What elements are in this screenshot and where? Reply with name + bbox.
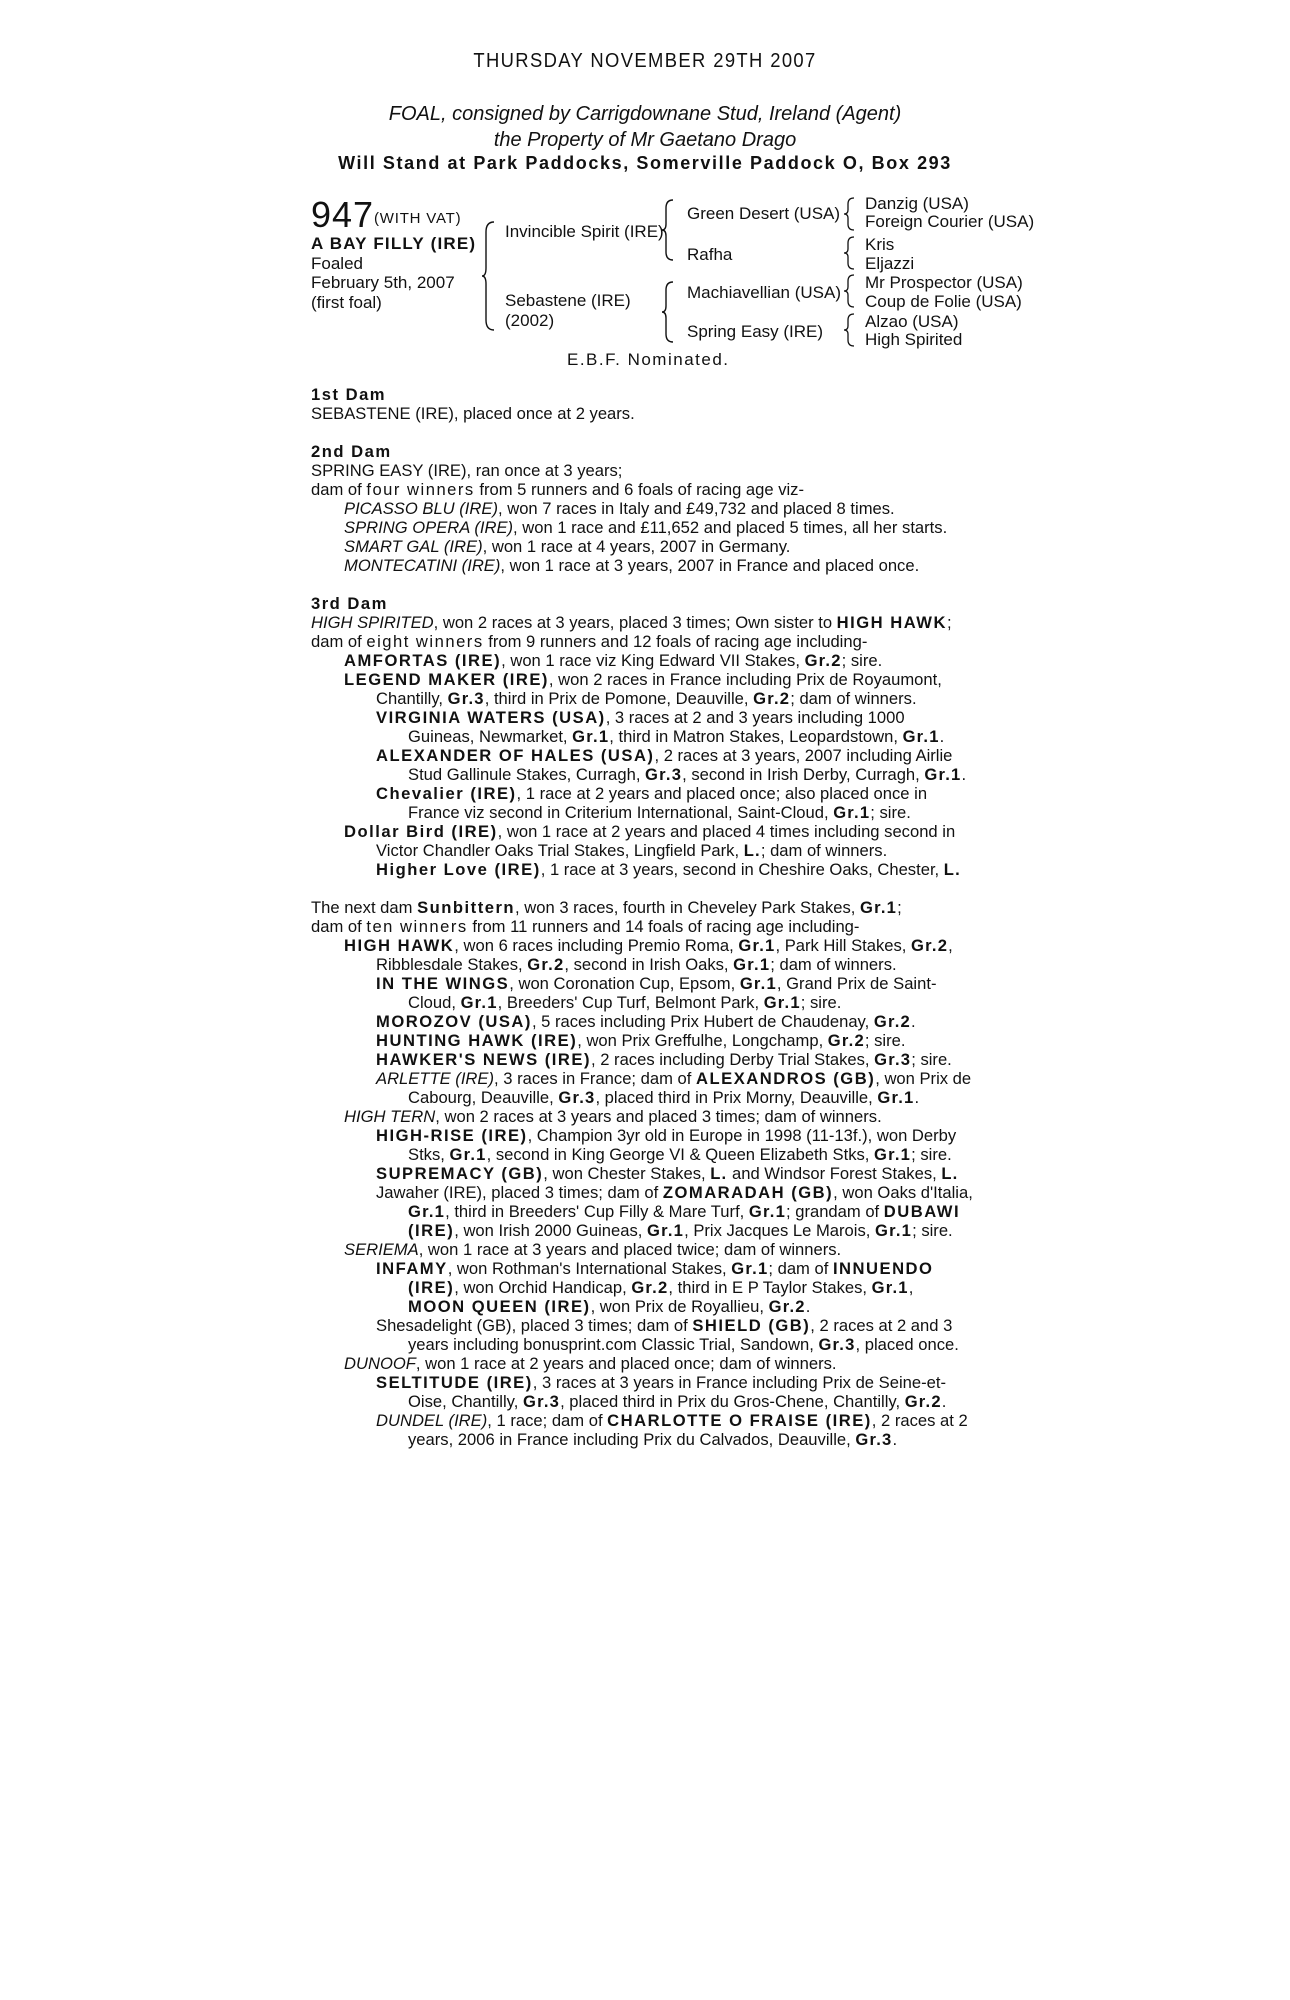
next-dam-summary: dam of ten winners from 11 runners and 14 foals of racing age including-	[311, 917, 860, 936]
third-dam-summary: dam of eight winners from 9 runners and 12 foals of racing age including-	[311, 632, 868, 651]
list-item: IN THE WINGS, won Coronation Cup, Epsom, Gr.1, Grand Prix de Saint-	[376, 974, 937, 993]
next-dam-line: The next dam Sunbittern, won 3 races, fourth in Cheveley Park Stakes, Gr.1;	[311, 898, 902, 917]
pedigree-brace-dam	[662, 280, 676, 344]
gg-2: Foreign Courier (USA)	[865, 212, 1035, 231]
first-dam-heading: 1st Dam	[311, 385, 387, 404]
list-item: Higher Love (IRE), 1 race at 3 years, second in Cheshire Oaks, Chester, L.	[376, 860, 961, 879]
pedigree-brace-gs3	[844, 273, 856, 309]
list-item: VIRGINIA WATERS (USA), 3 races at 2 and 3 years including 1000	[376, 708, 905, 727]
list-item: MOON QUEEN (IRE), won Prix de Royallieu, Gr.2.	[408, 1297, 811, 1316]
list-item: Cabourg, Deauville, Gr.3, placed third in Prix Morny, Deauville, Gr.1.	[408, 1088, 920, 1107]
list-item: ARLETTE (IRE), 3 races in France; dam of ALEXANDROS (GB), won Prix de	[376, 1069, 972, 1088]
property-line: the Property of Mr Gaetano Drago	[493, 129, 797, 151]
list-item: (IRE), won Orchid Handicap, Gr.2, third in E P Taylor Stakes, Gr.1,	[408, 1278, 914, 1297]
gg-5: Mr Prospector (USA)	[865, 273, 1023, 292]
list-item: Guineas, Newmarket, Gr.1, third in Matron Stakes, Leopardstown, Gr.1.	[408, 727, 945, 746]
list-item: Oise, Chantilly, Gr.3, placed third in Prix du Gros-Chene, Chantilly, Gr.2.	[408, 1392, 947, 1411]
vat-note: (WITH VAT)	[374, 210, 462, 227]
gg-7: Alzao (USA)	[865, 312, 959, 331]
list-item: (IRE), won Irish 2000 Guineas, Gr.1, Prix Jacques Le Marois, Gr.1; sire.	[408, 1221, 953, 1240]
list-item: HAWKER'S NEWS (IRE), 2 races including Derby Trial Stakes, Gr.3; sire.	[376, 1050, 952, 1069]
pedigree-brace-sire	[662, 198, 676, 262]
list-item: HIGH-RISE (IRE), Champion 3yr old in Europe in 1998 (11-13f.), won Derby	[376, 1126, 957, 1145]
consignor-line: FOAL, consigned by Carrigdownane Stud, Ireland (Agent)	[388, 103, 902, 125]
list-item: Chantilly, Gr.3, third in Prix de Pomone, Deauville, Gr.2; dam of winners.	[376, 689, 917, 708]
list-item: SPRING OPERA (IRE), won 1 race and £11,652 and placed 5 times, all her starts.	[344, 518, 948, 537]
list-item: LEGEND MAKER (IRE), won 2 races in France including Prix de Royaumont,	[344, 670, 942, 689]
list-item: HIGH HAWK, won 6 races including Premio Roma, Gr.1, Park Hill Stakes, Gr.2,	[344, 936, 953, 955]
third-dam-line: HIGH SPIRITED, won 2 races at 3 years, placed 3 times; Own sister to HIGH HAWK;	[311, 613, 952, 632]
gg-8: High Spirited	[865, 330, 963, 349]
lot-number: 947	[311, 194, 375, 235]
pedigree-brace-gs1	[844, 196, 856, 232]
list-item: Cloud, Gr.1, Breeders' Cup Turf, Belmont Park, Gr.1; sire.	[408, 993, 842, 1012]
list-item: Dollar Bird (IRE), won 1 race at 2 years and placed 4 times including second in	[344, 822, 956, 841]
second-dam-heading: 2nd Dam	[311, 442, 392, 461]
stand-line: Will Stand at Park Paddocks, Somerville Paddock O, Box 293	[338, 153, 952, 173]
list-item: France viz second in Criterium International, Saint-Cloud, Gr.1; sire.	[408, 803, 911, 822]
list-item: PICASSO BLU (IRE), won 7 races in Italy and £49,732 and placed 8 times.	[344, 499, 895, 518]
list-item: Gr.1, third in Breeders' Cup Filly & Mare Turf, Gr.1; grandam of DUBAWI	[408, 1202, 961, 1221]
second-dam-summary: dam of four winners from 5 runners and 6 foals of racing age viz-	[311, 480, 805, 499]
list-item: HUNTING HAWK (IRE), won Prix Greffulhe, Longchamp, Gr.2; sire.	[376, 1031, 906, 1050]
list-item: MONTECATINI (IRE), won 1 race at 3 years, 2007 in France and placed once.	[344, 556, 920, 575]
list-item: years, 2006 in France including Prix du Calvados, Deauville, Gr.3.	[408, 1430, 898, 1449]
sire-sire-name: Green Desert (USA)	[687, 204, 841, 223]
sire-dam-name: Rafha	[687, 245, 733, 264]
list-item: SUPREMACY (GB), won Chester Stakes, L. and Windsor Forest Stakes, L.	[376, 1164, 959, 1183]
dam-sire-name: Machiavellian (USA)	[687, 283, 841, 302]
sale-date: THURSDAY NOVEMBER 29TH 2007	[473, 50, 817, 72]
list-item: DUNOOF, won 1 race at 2 years and placed once; dam of winners.	[344, 1354, 837, 1373]
list-item: Ribblesdale Stakes, Gr.2, second in Irish Oaks, Gr.1; dam of winners.	[376, 955, 897, 974]
foaled-label: Foaled	[311, 254, 363, 273]
pedigree-brace-gs2	[844, 235, 856, 271]
list-item: Stks, Gr.1, second in King George VI & Queen Elizabeth Stks, Gr.1; sire.	[408, 1145, 952, 1164]
foaled-date: February 5th, 2007	[311, 273, 455, 292]
list-item: ALEXANDER OF HALES (USA), 2 races at 3 years, 2007 including Airlie	[376, 746, 953, 765]
produce-record	[311, 385, 1011, 1449]
first-dam-text: SEBASTENE (IRE), placed once at 2 years.	[311, 404, 635, 423]
list-item: Victor Chandler Oaks Trial Stakes, Lingfield Park, L.; dam of winners.	[376, 841, 888, 860]
list-item: SMART GAL (IRE), won 1 race at 4 years, 2007 in Germany.	[344, 537, 791, 556]
gg-4: Eljazzi	[865, 254, 915, 273]
list-item: MOROZOV (USA), 5 races including Prix Hubert de Chaudenay, Gr.2.	[376, 1012, 916, 1031]
list-item: Chevalier (IRE), 1 race at 2 years and placed once; also placed once in	[376, 784, 928, 803]
list-item: SERIEMA, won 1 race at 3 years and placed twice; dam of winners.	[344, 1240, 842, 1259]
list-item: AMFORTAS (IRE), won 1 race viz King Edward VII Stakes, Gr.2; sire.	[344, 651, 883, 670]
gg-3: Kris	[865, 235, 895, 254]
gg-1: Danzig (USA)	[865, 194, 969, 213]
dam-name: Sebastene (IRE)	[505, 291, 631, 310]
dam-year: (2002)	[505, 311, 555, 330]
list-item: DUNDEL (IRE), 1 race; dam of CHARLOTTE O FRAISE (IRE), 2 races at 2	[376, 1411, 968, 1430]
list-item: Jawaher (IRE), placed 3 times; dam of ZOMARADAH (GB), won Oaks d'Italia,	[376, 1183, 973, 1202]
list-item: HIGH TERN, won 2 races at 3 years and placed 3 times; dam of winners.	[344, 1107, 882, 1126]
dam-dam-name: Spring Easy (IRE)	[687, 322, 824, 341]
foal-note: (first foal)	[311, 293, 382, 312]
list-item: INFAMY, won Rothman's International Stakes, Gr.1; dam of INNUENDO	[376, 1259, 934, 1278]
pedigree-brace-gs4	[844, 312, 856, 348]
list-item: years including bonusprint.com Classic Trial, Sandown, Gr.3, placed once.	[408, 1335, 959, 1354]
third-dam-heading: 3rd Dam	[311, 594, 388, 613]
list-item: Shesadelight (GB), placed 3 times; dam of SHIELD (GB), 2 races at 2 and 3	[376, 1316, 953, 1335]
sire-name: Invincible Spirit (IRE)	[505, 222, 664, 241]
list-item: SELTITUDE (IRE), 3 races at 3 years in France including Prix de Seine-et-	[376, 1373, 946, 1392]
gg-6: Coup de Folie (USA)	[865, 292, 1022, 311]
second-dam-line: SPRING EASY (IRE), ran once at 3 years;	[311, 461, 623, 480]
pedigree-brace-main	[482, 220, 498, 332]
list-item: Stud Gallinule Stakes, Curragh, Gr.3, second in Irish Derby, Curragh, Gr.1.	[408, 765, 967, 784]
ebf-nominated: E.B.F. Nominated.	[567, 350, 730, 369]
horse-name: A BAY FILLY (IRE)	[311, 234, 477, 253]
